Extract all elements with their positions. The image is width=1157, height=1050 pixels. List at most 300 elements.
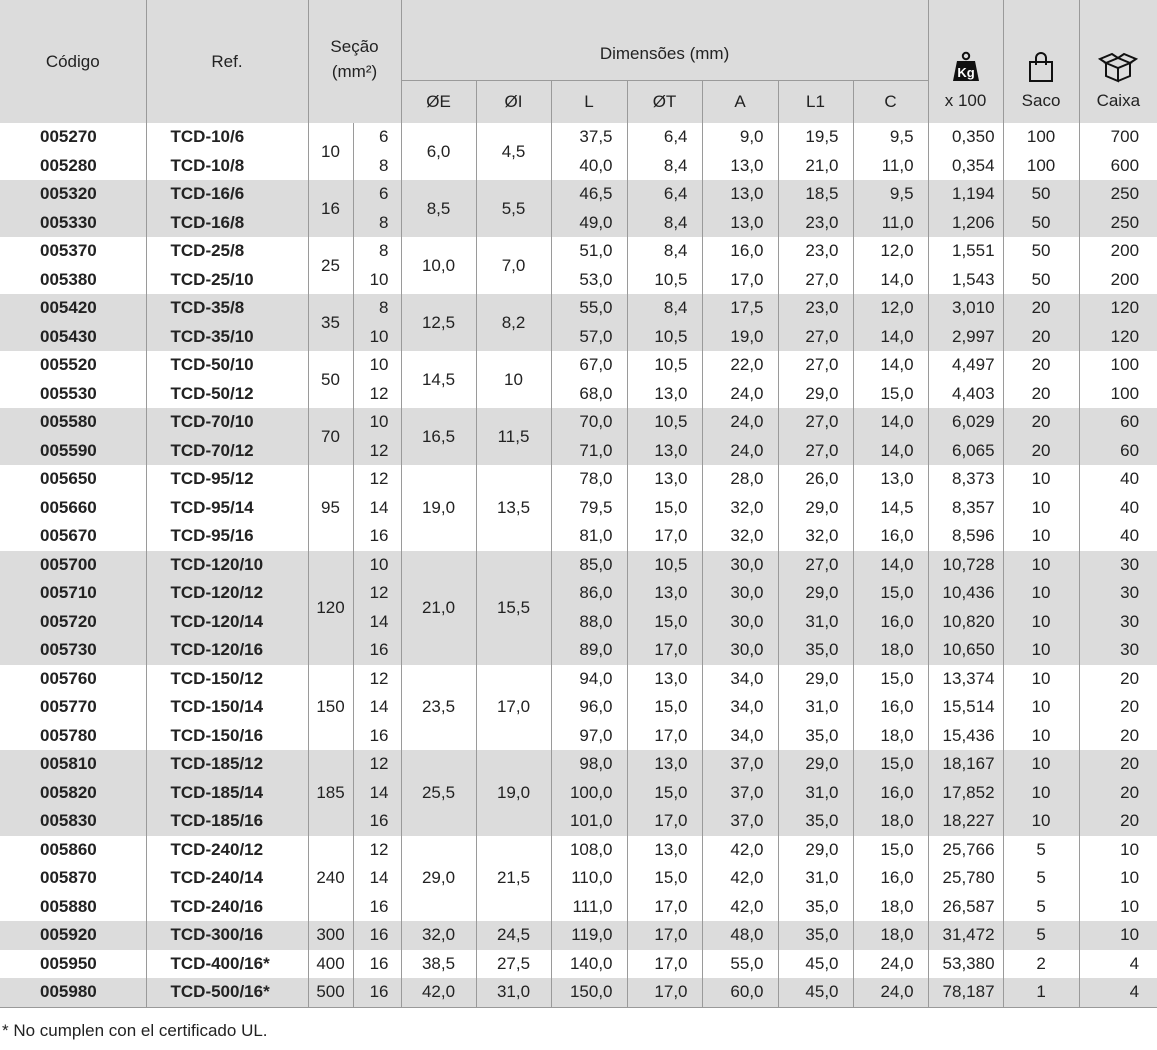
table-row (0, 465, 1157, 494)
cell-dim-e: 32,0 (401, 921, 476, 950)
cell-dim-t: 15,0 (627, 608, 702, 637)
cell-dim-c: 18,0 (853, 807, 928, 836)
cell-saco: 10 (1003, 579, 1079, 608)
table-row (0, 636, 1157, 665)
table-row (0, 494, 1157, 523)
cell-caixa: 30 (1079, 636, 1157, 665)
cell-dim-l1: 29,0 (778, 665, 853, 694)
cell-dim-i: 7,0 (476, 237, 551, 294)
header-secao (308, 0, 401, 123)
cell-dim-a: 37,0 (702, 750, 778, 779)
cell-dim-l: 79,5 (551, 494, 627, 523)
cell-secao: 400 (308, 950, 353, 979)
cell-dim-a: 30,0 (702, 608, 778, 637)
cell-dim-c: 15,0 (853, 836, 928, 865)
header-kg (928, 0, 1003, 123)
cell-terminal: 12 (353, 380, 401, 409)
cell-codigo: 005380 (0, 266, 146, 295)
cell-dim-c: 14,0 (853, 551, 928, 580)
cell-dim-t: 8,4 (627, 152, 702, 181)
cell-codigo: 005710 (0, 579, 146, 608)
cell-terminal: 16 (353, 722, 401, 751)
cell-ref: TCD-150/16 (146, 722, 308, 751)
cell-kg: 8,373 (928, 465, 1003, 494)
cell-dim-l: 57,0 (551, 323, 627, 352)
cell-kg: 10,650 (928, 636, 1003, 665)
cell-ref: TCD-16/6 (146, 180, 308, 209)
cell-saco: 5 (1003, 893, 1079, 922)
cell-codigo: 005870 (0, 864, 146, 893)
cell-dim-a: 9,0 (702, 123, 778, 152)
cell-dim-t: 10,5 (627, 351, 702, 380)
cell-dim-t: 17,0 (627, 522, 702, 551)
cell-kg: 8,596 (928, 522, 1003, 551)
cell-terminal: 16 (353, 921, 401, 950)
table-row (0, 579, 1157, 608)
cell-dim-c: 15,0 (853, 750, 928, 779)
cell-terminal: 10 (353, 323, 401, 352)
cell-secao: 185 (308, 750, 353, 836)
cell-terminal: 10 (353, 408, 401, 437)
table-row (0, 380, 1157, 409)
cell-dim-t: 15,0 (627, 864, 702, 893)
cell-saco: 20 (1003, 323, 1079, 352)
cell-dim-a: 30,0 (702, 551, 778, 580)
cell-secao: 50 (308, 351, 353, 408)
cell-dim-t: 13,0 (627, 579, 702, 608)
cell-dim-c: 15,0 (853, 380, 928, 409)
cell-caixa: 20 (1079, 807, 1157, 836)
cell-dim-t: 17,0 (627, 807, 702, 836)
cell-caixa: 600 (1079, 152, 1157, 181)
cell-codigo: 005860 (0, 836, 146, 865)
cell-dim-l1: 35,0 (778, 893, 853, 922)
cell-saco: 5 (1003, 921, 1079, 950)
cell-ref: TCD-16/8 (146, 209, 308, 238)
header-secao-line2: (mm²) (331, 61, 378, 81)
table-row (0, 864, 1157, 893)
cell-dim-l1: 45,0 (778, 978, 853, 1007)
cell-dim-l: 37,5 (551, 123, 627, 152)
cell-dim-i: 27,5 (476, 950, 551, 979)
weight-icon (929, 51, 1003, 91)
cell-dim-a: 17,0 (702, 266, 778, 295)
cell-terminal: 14 (353, 494, 401, 523)
cell-dim-l: 78,0 (551, 465, 627, 494)
cell-saco: 10 (1003, 807, 1079, 836)
cell-dim-t: 17,0 (627, 921, 702, 950)
cell-codigo: 005370 (0, 237, 146, 266)
cell-kg: 25,780 (928, 864, 1003, 893)
cell-dim-e: 21,0 (401, 551, 476, 665)
cell-dim-c: 9,5 (853, 123, 928, 152)
cell-saco: 100 (1003, 123, 1079, 152)
cell-caixa: 30 (1079, 579, 1157, 608)
cell-dim-l1: 23,0 (778, 209, 853, 238)
header-caixa (1079, 0, 1157, 123)
table-row (0, 123, 1157, 152)
cell-dim-l1: 29,0 (778, 836, 853, 865)
cell-dim-t: 13,0 (627, 836, 702, 865)
cell-dim-a: 30,0 (702, 636, 778, 665)
cell-dim-t: 13,0 (627, 437, 702, 466)
cell-dim-a: 16,0 (702, 237, 778, 266)
cell-codigo: 005830 (0, 807, 146, 836)
table-row (0, 180, 1157, 209)
cell-kg: 1,543 (928, 266, 1003, 295)
cell-dim-l1: 23,0 (778, 294, 853, 323)
cell-saco: 10 (1003, 465, 1079, 494)
cell-dim-t: 8,4 (627, 237, 702, 266)
cell-terminal: 16 (353, 807, 401, 836)
header-dim-e: ØE (401, 81, 476, 124)
cell-kg: 4,403 (928, 380, 1003, 409)
cell-kg: 15,514 (928, 693, 1003, 722)
cell-dim-a: 24,0 (702, 437, 778, 466)
cell-secao: 25 (308, 237, 353, 294)
cell-codigo: 005730 (0, 636, 146, 665)
table-row (0, 237, 1157, 266)
cell-dim-e: 10,0 (401, 237, 476, 294)
cell-dim-l: 71,0 (551, 437, 627, 466)
cell-secao: 500 (308, 978, 353, 1007)
cell-ref: TCD-25/10 (146, 266, 308, 295)
table-row (0, 836, 1157, 865)
cell-kg: 1,206 (928, 209, 1003, 238)
cell-kg: 8,357 (928, 494, 1003, 523)
cell-dim-i: 5,5 (476, 180, 551, 237)
cell-secao: 300 (308, 921, 353, 950)
cell-caixa: 100 (1079, 351, 1157, 380)
cell-dim-l: 150,0 (551, 978, 627, 1007)
cell-caixa: 200 (1079, 237, 1157, 266)
cell-ref: TCD-185/12 (146, 750, 308, 779)
cell-ref: TCD-240/16 (146, 893, 308, 922)
cell-dim-a: 32,0 (702, 494, 778, 523)
cell-terminal: 8 (353, 237, 401, 266)
cell-terminal: 16 (353, 893, 401, 922)
cell-secao: 150 (308, 665, 353, 751)
cell-kg: 6,029 (928, 408, 1003, 437)
cell-kg: 0,350 (928, 123, 1003, 152)
cell-dim-c: 12,0 (853, 237, 928, 266)
cell-ref: TCD-185/16 (146, 807, 308, 836)
box-icon (1080, 51, 1157, 91)
cell-dim-c: 18,0 (853, 921, 928, 950)
header-ref: Ref. (146, 0, 308, 123)
table-row (0, 978, 1157, 1007)
cell-dim-l: 68,0 (551, 380, 627, 409)
cell-ref: TCD-70/12 (146, 437, 308, 466)
cell-kg: 4,497 (928, 351, 1003, 380)
cell-codigo: 005770 (0, 693, 146, 722)
cell-dim-l1: 45,0 (778, 950, 853, 979)
cell-dim-t: 10,5 (627, 266, 702, 295)
cell-ref: TCD-500/16* (146, 978, 308, 1007)
cell-dim-l: 49,0 (551, 209, 627, 238)
cell-saco: 20 (1003, 380, 1079, 409)
table-row (0, 921, 1157, 950)
cell-dim-l: 86,0 (551, 579, 627, 608)
cell-dim-t: 17,0 (627, 636, 702, 665)
cell-dim-c: 11,0 (853, 152, 928, 181)
cell-caixa: 20 (1079, 779, 1157, 808)
cell-dim-l: 53,0 (551, 266, 627, 295)
cell-dim-a: 34,0 (702, 693, 778, 722)
cell-dim-l1: 27,0 (778, 323, 853, 352)
cell-kg: 1,194 (928, 180, 1003, 209)
cell-caixa: 4 (1079, 978, 1157, 1007)
cell-ref: TCD-150/12 (146, 665, 308, 694)
cell-dim-c: 24,0 (853, 950, 928, 979)
cell-ref: TCD-120/14 (146, 608, 308, 637)
cell-dim-l1: 29,0 (778, 494, 853, 523)
cell-kg: 1,551 (928, 237, 1003, 266)
cell-codigo: 005720 (0, 608, 146, 637)
cell-dim-l: 111,0 (551, 893, 627, 922)
cell-caixa: 100 (1079, 380, 1157, 409)
cell-dim-l1: 26,0 (778, 465, 853, 494)
cell-saco: 10 (1003, 608, 1079, 637)
cell-kg: 31,472 (928, 921, 1003, 950)
table-row (0, 522, 1157, 551)
cell-saco: 2 (1003, 950, 1079, 979)
cell-dim-l1: 27,0 (778, 408, 853, 437)
cell-dim-e: 8,5 (401, 180, 476, 237)
cell-saco: 10 (1003, 522, 1079, 551)
cell-dim-a: 60,0 (702, 978, 778, 1007)
cell-dim-a: 42,0 (702, 893, 778, 922)
cell-dim-l1: 27,0 (778, 551, 853, 580)
cell-terminal: 16 (353, 522, 401, 551)
cell-dim-c: 16,0 (853, 608, 928, 637)
cell-codigo: 005760 (0, 665, 146, 694)
cell-dim-l: 97,0 (551, 722, 627, 751)
cell-kg: 53,380 (928, 950, 1003, 979)
cell-dim-e: 29,0 (401, 836, 476, 922)
cell-dim-i: 31,0 (476, 978, 551, 1007)
cell-dim-l: 67,0 (551, 351, 627, 380)
header-secao-line1: Seção (330, 36, 379, 56)
cell-caixa: 40 (1079, 494, 1157, 523)
cell-saco: 20 (1003, 351, 1079, 380)
table-row (0, 950, 1157, 979)
cell-dim-c: 24,0 (853, 978, 928, 1007)
cell-dim-l: 110,0 (551, 864, 627, 893)
cell-dim-e: 38,5 (401, 950, 476, 979)
cell-dim-t: 15,0 (627, 494, 702, 523)
cell-dim-a: 13,0 (702, 209, 778, 238)
cell-terminal: 12 (353, 465, 401, 494)
cell-kg: 13,374 (928, 665, 1003, 694)
cell-dim-a: 28,0 (702, 465, 778, 494)
cell-codigo: 005810 (0, 750, 146, 779)
cell-dim-l1: 29,0 (778, 380, 853, 409)
cell-saco: 10 (1003, 750, 1079, 779)
cell-dim-l1: 27,0 (778, 351, 853, 380)
cell-codigo: 005280 (0, 152, 146, 181)
cell-dim-c: 15,0 (853, 579, 928, 608)
cell-caixa: 4 (1079, 950, 1157, 979)
cell-dim-l: 88,0 (551, 608, 627, 637)
cell-kg: 26,587 (928, 893, 1003, 922)
cell-caixa: 40 (1079, 465, 1157, 494)
cell-caixa: 250 (1079, 180, 1157, 209)
cell-kg: 10,820 (928, 608, 1003, 637)
cell-dim-t: 13,0 (627, 750, 702, 779)
cell-dim-l1: 29,0 (778, 579, 853, 608)
table-row (0, 608, 1157, 637)
cell-ref: TCD-25/8 (146, 237, 308, 266)
cell-ref: TCD-120/12 (146, 579, 308, 608)
cell-dim-l: 96,0 (551, 693, 627, 722)
cell-dim-l1: 23,0 (778, 237, 853, 266)
cell-codigo: 005530 (0, 380, 146, 409)
footnote: * No cumplen con el certificado UL. (2, 1021, 268, 1040)
cell-dim-l: 55,0 (551, 294, 627, 323)
cell-terminal: 14 (353, 693, 401, 722)
header-dim-t: ØT (627, 81, 702, 124)
cell-dim-t: 10,5 (627, 551, 702, 580)
cell-caixa: 10 (1079, 836, 1157, 865)
cell-dim-c: 16,0 (853, 779, 928, 808)
cell-ref: TCD-35/10 (146, 323, 308, 352)
cell-kg: 0,354 (928, 152, 1003, 181)
cell-dim-t: 13,0 (627, 380, 702, 409)
cell-caixa: 700 (1079, 123, 1157, 152)
cell-dim-t: 6,4 (627, 180, 702, 209)
table-row (0, 152, 1157, 181)
cell-dim-c: 16,0 (853, 864, 928, 893)
cell-secao: 16 (308, 180, 353, 237)
cell-saco: 1 (1003, 978, 1079, 1007)
cell-dim-a: 34,0 (702, 665, 778, 694)
cell-dim-a: 42,0 (702, 864, 778, 893)
cell-terminal: 8 (353, 294, 401, 323)
cell-codigo: 005780 (0, 722, 146, 751)
cell-terminal: 16 (353, 636, 401, 665)
cell-terminal: 10 (353, 551, 401, 580)
cell-ref: TCD-50/10 (146, 351, 308, 380)
cell-dim-t: 17,0 (627, 950, 702, 979)
cell-saco: 20 (1003, 437, 1079, 466)
cell-dim-c: 14,0 (853, 437, 928, 466)
cell-secao: 35 (308, 294, 353, 351)
header-kg-label: x 100 (944, 91, 987, 110)
cell-codigo: 005650 (0, 465, 146, 494)
cell-ref: TCD-10/8 (146, 152, 308, 181)
cell-caixa: 30 (1079, 608, 1157, 637)
cell-terminal: 12 (353, 579, 401, 608)
cell-dim-c: 14,0 (853, 266, 928, 295)
cell-terminal: 14 (353, 779, 401, 808)
cell-dim-a: 37,0 (702, 779, 778, 808)
cell-dim-c: 16,0 (853, 522, 928, 551)
cell-ref: TCD-120/10 (146, 551, 308, 580)
cell-dim-l: 100,0 (551, 779, 627, 808)
cell-dim-a: 22,0 (702, 351, 778, 380)
cell-codigo: 005920 (0, 921, 146, 950)
cell-terminal: 6 (353, 180, 401, 209)
header-dim-i: ØI (476, 81, 551, 124)
cell-dim-i: 15,5 (476, 551, 551, 665)
cell-dim-e: 23,5 (401, 665, 476, 751)
cell-terminal: 6 (353, 123, 401, 152)
cell-codigo: 005700 (0, 551, 146, 580)
cell-kg: 18,167 (928, 750, 1003, 779)
cell-terminal: 14 (353, 864, 401, 893)
cell-dim-t: 13,0 (627, 465, 702, 494)
cell-dim-t: 13,0 (627, 665, 702, 694)
table-body (0, 123, 1157, 1007)
cell-dim-i: 24,5 (476, 921, 551, 950)
cell-codigo: 005330 (0, 209, 146, 238)
cell-dim-t: 17,0 (627, 893, 702, 922)
cell-saco: 20 (1003, 294, 1079, 323)
cell-saco: 50 (1003, 209, 1079, 238)
cell-ref: TCD-50/12 (146, 380, 308, 409)
table-row (0, 351, 1157, 380)
cell-codigo: 005880 (0, 893, 146, 922)
cell-saco: 10 (1003, 636, 1079, 665)
cell-kg: 25,766 (928, 836, 1003, 865)
cell-dim-c: 14,0 (853, 351, 928, 380)
cell-dim-l: 94,0 (551, 665, 627, 694)
cell-codigo: 005670 (0, 522, 146, 551)
cell-dim-l: 101,0 (551, 807, 627, 836)
cell-saco: 50 (1003, 180, 1079, 209)
cell-dim-a: 13,0 (702, 152, 778, 181)
cell-dim-i: 11,5 (476, 408, 551, 465)
cell-codigo: 005580 (0, 408, 146, 437)
cell-dim-c: 18,0 (853, 893, 928, 922)
cell-dim-i: 19,0 (476, 750, 551, 836)
cell-dim-l: 40,0 (551, 152, 627, 181)
cell-dim-l: 119,0 (551, 921, 627, 950)
cell-caixa: 60 (1079, 437, 1157, 466)
cell-dim-t: 10,5 (627, 323, 702, 352)
cell-terminal: 16 (353, 978, 401, 1007)
cell-codigo: 005420 (0, 294, 146, 323)
table-row (0, 665, 1157, 694)
cell-dim-a: 55,0 (702, 950, 778, 979)
cell-ref: TCD-10/6 (146, 123, 308, 152)
cell-dim-i: 8,2 (476, 294, 551, 351)
cell-dim-l1: 21,0 (778, 152, 853, 181)
cell-terminal: 12 (353, 836, 401, 865)
header-dim-c: C (853, 81, 928, 124)
cell-saco: 10 (1003, 494, 1079, 523)
cell-dim-c: 14,0 (853, 408, 928, 437)
cell-dim-c: 18,0 (853, 636, 928, 665)
cell-terminal: 12 (353, 665, 401, 694)
cell-caixa: 20 (1079, 750, 1157, 779)
cell-dim-c: 14,5 (853, 494, 928, 523)
cell-codigo: 005950 (0, 950, 146, 979)
table-row (0, 323, 1157, 352)
cell-codigo: 005660 (0, 494, 146, 523)
header-dim-a: A (702, 81, 778, 124)
cell-dim-l1: 35,0 (778, 807, 853, 836)
cell-caixa: 30 (1079, 551, 1157, 580)
cell-caixa: 20 (1079, 693, 1157, 722)
cell-caixa: 20 (1079, 722, 1157, 751)
cell-secao: 95 (308, 465, 353, 551)
cell-saco: 10 (1003, 693, 1079, 722)
cell-dim-c: 11,0 (853, 209, 928, 238)
cell-dim-l1: 18,5 (778, 180, 853, 209)
cell-ref: TCD-95/12 (146, 465, 308, 494)
